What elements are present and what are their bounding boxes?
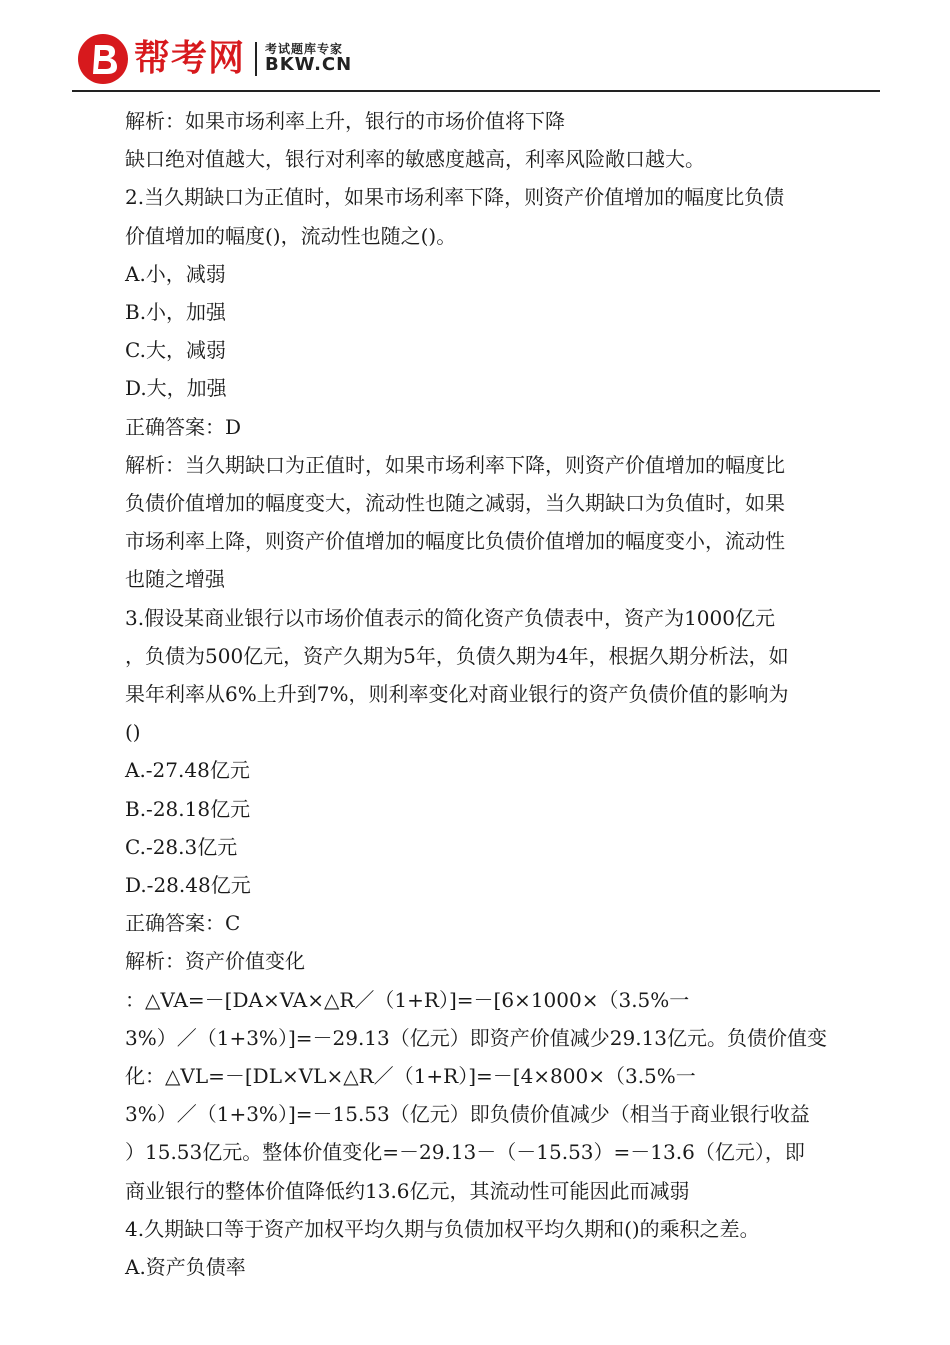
- option-b: B.小，加强: [125, 300, 227, 325]
- explanation-line: 商业银行的整体价值降低约13.6亿元，其流动性可能因此而减弱: [125, 1178, 690, 1203]
- explanation-line: 市场利率上降，则资产价值增加的幅度比负债价值增加的幅度变小，流动性: [125, 529, 785, 554]
- question-2-stem: 价值增加的幅度()，流动性也随之()。: [125, 223, 457, 248]
- question-3-stem: 果年利率从6%上升到7%，则利率变化对商业银行的资产负债价值的影响为: [125, 682, 789, 707]
- question-3-stem: ，负债为500亿元，资产久期为5年，负债久期为4年，根据久期分析法，如: [125, 643, 789, 668]
- question-3-stem: 3.假设某商业银行以市场价值表示的简化资产负债表中，资产为1000亿元: [125, 605, 775, 630]
- logo-divider: [255, 42, 257, 76]
- correct-answer: 正确答案：C: [125, 911, 241, 936]
- header-divider: [72, 90, 880, 92]
- logo-name: 帮考网: [134, 38, 246, 79]
- explanation-line: 也随之增强: [125, 567, 225, 592]
- option-d: D.-28.48亿元: [125, 873, 251, 898]
- question-4-stem: 4.久期缺口等于资产加权平均久期与负债加权平均久期和()的乘积之差。: [125, 1216, 760, 1241]
- option-a: A.-27.48亿元: [125, 758, 250, 783]
- logo-b-icon: [78, 34, 128, 84]
- option-b: B.-28.18亿元: [125, 796, 251, 821]
- document-body: [125, 102, 870, 1286]
- explanation-line: 3%）／（1+3%）]=－29.13（亿元）即资产价值减少29.13亿元。负债价值变: [125, 1025, 828, 1050]
- question-2-stem: 2.当久期缺口为正值时，如果市场利率下降，则资产价值增加的幅度比负债: [125, 185, 785, 210]
- text-line: 解析：如果市场利率上升，银行的市场价值将下降: [125, 109, 565, 133]
- text-line: 缺口绝对值越大，银行对利率的敏感度越高，利率风险敞口越大。: [125, 147, 705, 172]
- explanation-line: 负债价值增加的幅度变大，流动性也随之减弱，当久期缺口为负值时，如果: [125, 491, 785, 516]
- option-a: A.小，减弱: [125, 261, 226, 286]
- explanation-line: 解析：资产价值变化: [125, 949, 305, 974]
- option-c: C.大，减弱: [125, 338, 226, 363]
- logo-domain: BKW.CN: [265, 53, 353, 75]
- explanation-line: 解析：当久期缺口为正值时，如果市场利率下降，则资产价值增加的幅度比: [125, 452, 785, 477]
- option-a: A.资产负债率: [125, 1255, 246, 1280]
- explanation-line: ：△VA=－[DA×VA×△R／（1+R）]=－[6×1000×（3.5%一: [125, 987, 690, 1012]
- logo-subtitle: [265, 43, 352, 74]
- correct-answer: 正确答案：D: [125, 414, 242, 439]
- explanation-line: 3%）／（1+3%）]=－15.53（亿元）即负债价值减少（相当于商业银行收益: [125, 1102, 810, 1127]
- option-c: C.-28.3亿元: [125, 834, 238, 859]
- page-header: [0, 0, 950, 100]
- explanation-line: 化：△VL=－[DL×VL×△R／（1+R）]=－[4×800×（3.5%一: [125, 1064, 696, 1089]
- logo-slogan: 考试题库专家: [265, 42, 344, 57]
- bkw-logo[interactable]: [78, 30, 352, 88]
- question-3-stem: (): [125, 720, 141, 745]
- explanation-line: ）15.53亿元。整体价值变化=－29.13－（－15.53）=－13.6（亿元），即: [125, 1140, 805, 1165]
- option-d: D.大，加强: [125, 376, 227, 401]
